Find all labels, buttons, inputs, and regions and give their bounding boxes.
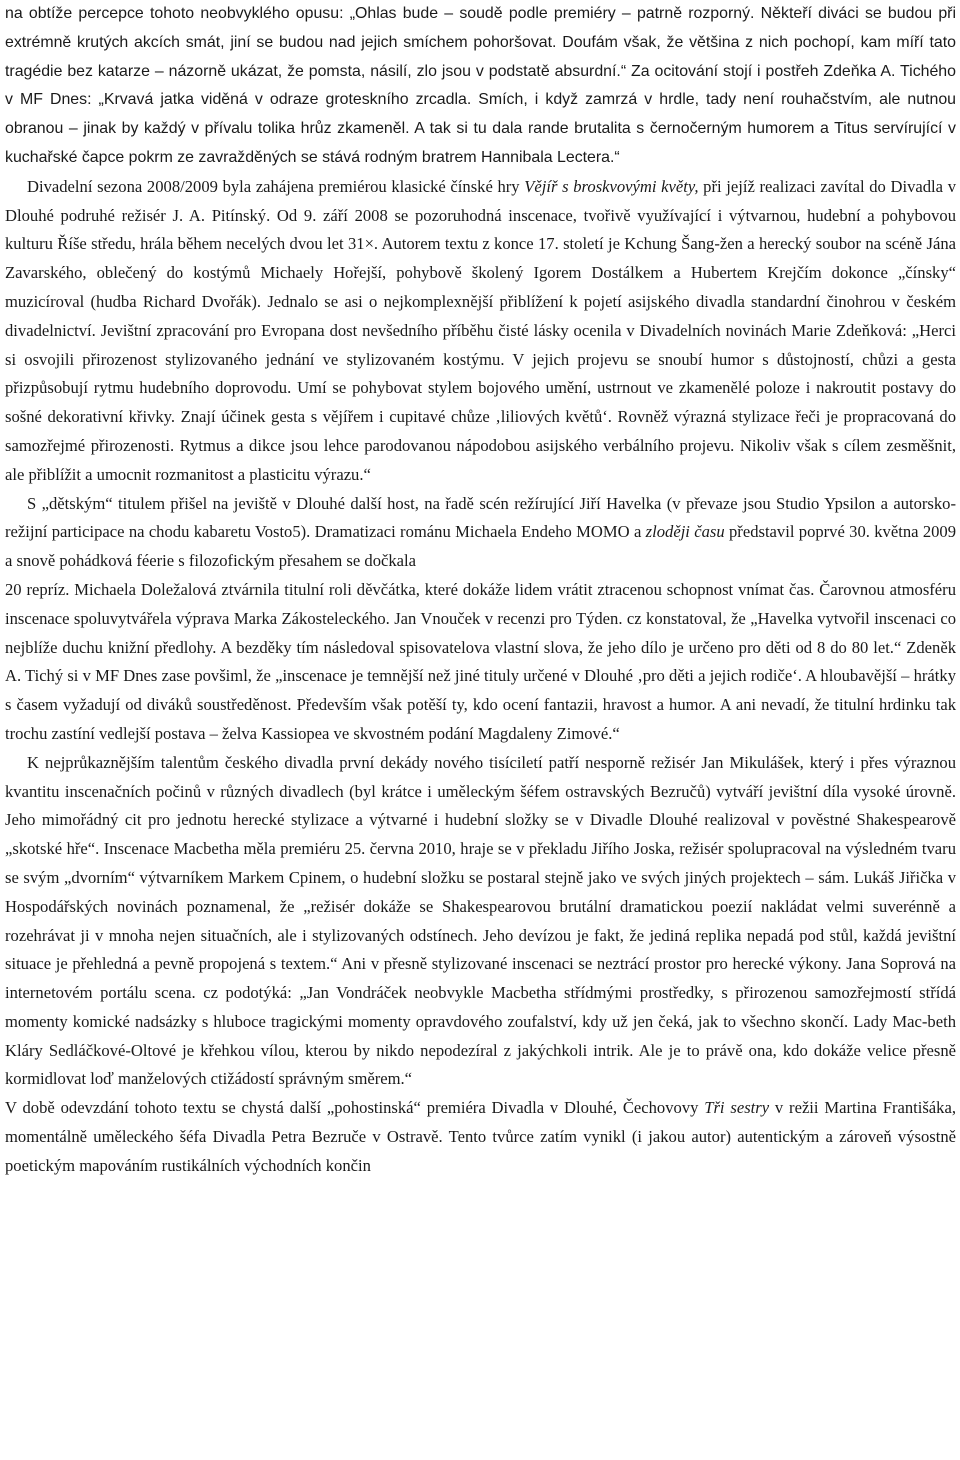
- text-run: představil poprvé 30. května 2009 a snově pohádková féerie s filozofickým přesahem se dočkala: [5, 522, 956, 571]
- text-run: Divadelní sezona 2008/2009 byla zahájena premiérou klasické čínské hry: [27, 176, 525, 196]
- paragraph-momo: [5, 490, 956, 576]
- text-run: V době odevzdání tohoto textu se chystá další „pohostinská“ premiéra Divadla v Dlouhé, Čechovovy: [5, 1098, 705, 1118]
- text-run: 20 repríz. Michaela Doležalová ztvárnila titulní roli děvčátka, které dokáže lidem vrátit ztracenou schopnost vnímat čas. Čarovnou atmosféru inscenace spoluvytvářela výprava Marka Zákosteleckého. Jan Vnouček v recenzi pro Týden. cz konstatoval, že „Havelka vytvořil inscenaci co nejblíže duchu knižní předlohy. A bezděky tím následoval spisovatelova vlastní slova, že jeho dílo je určeno pro děti od 8 do 80 let.“ Zdeněk A. Tichý si v MF Dnes zase povšiml, že „inscenace je temnější než jiné tituly určené v Dlouhé ‚pro děti a jejich rodiče‘. A hloubavější – hrátky s časem vyžadují od diváků soustředěnost. Především však potěší ty, kdo ocení fantazii, hravost a humor. A ani nevadí, že titulní hrdinku tak trochu zastíní vedlejší postava – želva Kassiopea ve skvostném podání Magdaleny Zimové.“: [5, 579, 956, 743]
- play-title: Vějíř s broskvovými květy,: [524, 176, 699, 196]
- paragraph-titus-review: [5, 0, 956, 173]
- paragraph-macbeth: [5, 749, 956, 1095]
- text-run: v režii Martina Františáka, momentálně uměleckého šéfa Divadla Petra Bezruče v Ostravě. Tento tvůrce zatím vynikl (i jakou autor) autentickým a zároveň výsostně poetickým mapováním rustikálních východních končin: [5, 1098, 956, 1175]
- text-run: při jejíž realizaci zavítal do Divadla v Dlouhé podruhé režisér J. A. Pitínský. Od 9. září 2008 se pozoruhodná inscenace, tvořivě využívající i výtvarnou, hudební a pohybovou kulturu Říše středu, hrála během necelých dvou let 31×. Autorem textu z konce 17. století je Kchung Šang-žen a herecký soubor na scéně Jána Zavarského, oblečený do kostýmů Michaely Hořejší, pohybově školený Igorem Dostálkem a Hubertem Krejčím dokonce „čínsky“ muzicíroval (hudba Richard Dvořák). Jednalo se asi o nejkomplexnější přiblížení k pojetí asijského divadla standardní činohrou v českém divadelnictví. Jevištní zpracování pro Evropana dost nevšedního příběhu čisté lásky ocenila v Divadelních novinách Marie Zdeňková: „Herci si osvojili přirozenost stylizovaného jednání ve stylizovaném kostýmu. V jejich projevu se snoubí humor s důstojností, chůzi a gesta přizpůsobují rytmu hudebního doprovodu. Umí se pohybovat stylem bojového umění, ustrnout ve zkamenělé poloze i nakroutit postavy do sošné dekorativní křivky. Znají účinek gesta s vějířem i cupitavé chůze ‚liliových květů‘. Rovněž výrazná stylizace řeči je propracovaná do samozřejmé přirozenosti. Rytmus a dikce jsou lehce parodovanou nápodobou asijského verbálního projevu. Nikoliv však s cílem zesměšnit, ale přiblížit a umocnit rozmanitost a plasticitu výrazu.“: [5, 176, 956, 484]
- paragraph-three-sisters: [5, 1094, 956, 1180]
- text-run: K nejprůkaznějším talentům českého divadla první dekády nového tisíciletí patří nesporně režisér Jan Mikulášek, který i přes výraznou kvantitu inscenačních počinů v různých divadlech (byl krátce i uměleckým šéfem ostravských Bezručů) vytváří jevištní díla vysoké úrovně. Jeho mimořádný cit pro jednotu herecké stylizace a výtvarné i hudební složky se v Divadle Dlouhé realizoval v pověstné Shakespearově „skotské hře“. Inscenace Macbetha měla premiéru 25. června 2010, hraje se v překladu Jiřího Joska, režisér spolupracoval na výsledném tvaru se svým „dvorním“ výtvarníkem Markem Cpinem, o hudební složku se postaral stejně jako ve svých jiných projektech – sám. Lukáš Jiřička v Hospodářských novinách poznamenal, že „režisér dokáže se Shakespearovou brutální dramatickou poezií nakládat velmi suverénně a rozehrávat ji v mnoha nejen situačních, ale i stylizovaných odstínech. Jeho devízou je fakt, že jediná replika nepadá pod stůl, každá jevištní situace je přehledná a pevně propojená s textem.“ Ani v přesně stylizované inscenaci se neztrácí prostor pro herecké výkony. Jana Soprová na internetovém portálu scena. cz podotýká: „Jan Vondráček neobvykle Macbetha střídmými prostředky, s přirozenou samozřejmostí střídá momenty komické nadsázky s hlubocе tragickými momenty opravdového zoufalství, kdy už jen čeká, jak to všechno skončí. Lady Mac-beth Kláry Sedláčkové-Oltové je křehkou vílou, kterou by nikdo nepodezíral z jakýchkoli intrik. Ale je to právě ona, kdo dokáže velice přesně kormidlovat loď manželových ctižádostí správným směrem.“: [5, 752, 956, 1089]
- play-title: Tři sestry: [704, 1098, 770, 1118]
- paragraph-fan-with-peach-blossoms: [5, 173, 956, 490]
- text-run: na obtíže percepce tohoto neobvyklého opusu: „Ohlas bude – soudě podle premiéry – patrně rozporný. Někteří diváci se budou při extrémně krutých akcích smát, jiní se budou nad jejich smíchem pohoršovat. Doufám však, že většina z nich pochopí, kam míří tato tragédie bez katarze – názorně ukázat, že pomsta, násilí, zlo jsou v podstatě absurdní.“ Za ocitování stojí i postřeh Zdeňka A. Tichého v MF Dnes: „Krvavá jatka viděná v odraze groteskního zrcadla. Smích, i když zamrzá v hrdle, tady není rouhačstvím, ale nutnou obranou – jinak by každý v přívalu tolika hrůz zkameněl. A tak si tu dala rande brutalita s černočerným humorem a Titus servírující v kuchařské čapce pokrm ze zavražděných se stává rodným bratrem Hannibala Lectera.“: [5, 5, 956, 166]
- play-title: zloději času: [645, 522, 725, 542]
- paragraph-momo-continued: [5, 576, 956, 749]
- text-run: S „dětským“ titulem přišel na jeviště v Dlouhé další host, na řadě scén režírující Jiří Havelka (v převaze jsou Studio Ypsilon a autorsko-režijní participace na chodu kabaretu Vosto5). Dramatizaci románu Michaela Endeho MOMO a: [5, 493, 956, 542]
